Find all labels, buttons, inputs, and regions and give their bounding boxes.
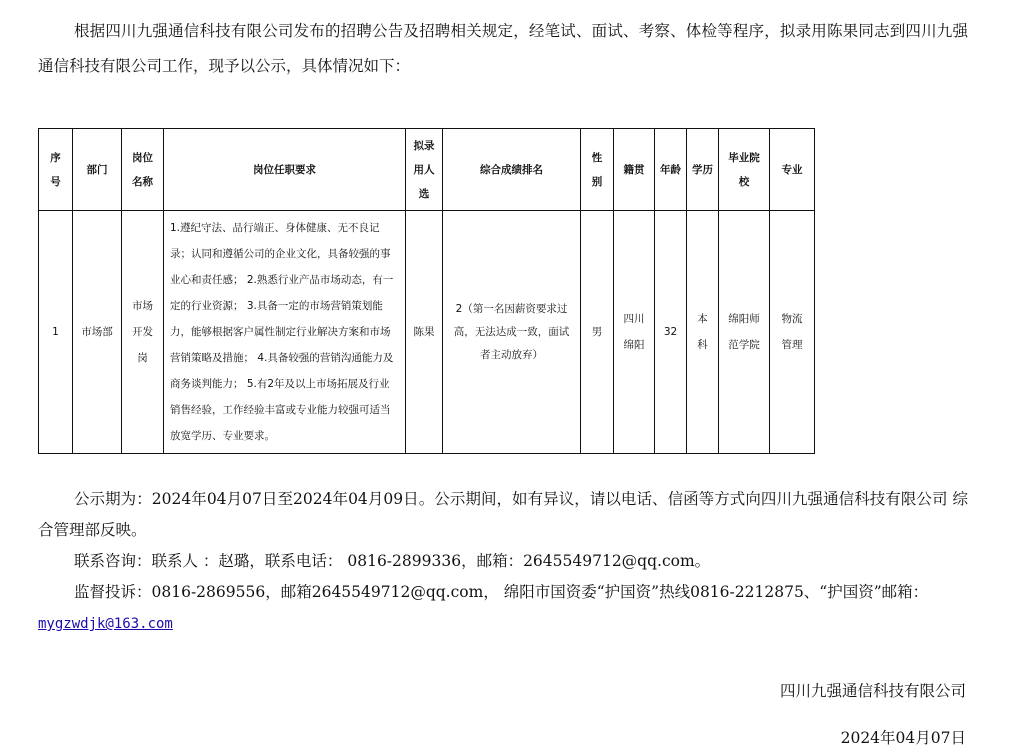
cell-position: 市场开发岗 [122, 211, 164, 454]
cell-gender: 男 [581, 211, 614, 454]
header-age: 年龄 [655, 129, 687, 211]
header-position: 岗位名称 [122, 129, 164, 211]
header-education: 学历 [687, 129, 719, 211]
header-origin: 籍贯 [614, 129, 655, 211]
cell-education: 本科 [687, 211, 719, 454]
header-gender: 性别 [581, 129, 614, 211]
cell-candidate: 陈果 [406, 211, 443, 454]
cell-dept: 市场部 [73, 211, 122, 454]
notice-complaint: 监督投诉：0816-2869556，邮箱2645549712@qq.com， 绵阳市国资委“护国资”热线0816-2212875、“护国资”邮箱： [74, 583, 929, 601]
cell-age: 32 [655, 211, 687, 454]
cell-major: 物流管理 [770, 211, 815, 454]
intro-paragraph: 根据四川九强通信科技有限公司发布的招聘公告及招聘相关规定，经笔试、面试、考察、体检等程序，拟录用陈果同志到四川九强通信科技有限公司工作，现予以公示，具体情况如下： [38, 22, 968, 75]
cell-ranking: 2（第一名因薪资要求过高，无法达成一致，面试者主动放弃） [443, 211, 581, 454]
header-school: 毕业院校 [719, 129, 770, 211]
header-ranking: 综合成绩排名 [443, 129, 581, 211]
signature-date: 2024年04月07日 [840, 729, 966, 747]
table-row [39, 211, 815, 454]
header-major: 专业 [770, 129, 815, 211]
header-index: 序号 [39, 129, 73, 211]
complaint-email-link[interactable]: mygzwdjk@163.com [38, 616, 173, 632]
notice-period: 公示期为：2024年04月07日至2024年04月09日。公示期间，如有异议，请以电话、信函等方式向四川九强通信科技有限公司 综合管理部反映。 [38, 490, 968, 539]
cell-school: 绵阳师范学院 [719, 211, 770, 454]
header-requirements: 岗位任职要求 [164, 129, 406, 211]
cell-requirements: 1.遵纪守法、品行端正、身体健康、无不良记录；认同和遵循公司的企业文化，具备较强的事业心和责任感； 2.熟悉行业产品市场动态，有一定的行业资源； 3.具备一定的市场营销策划能力，能够根据客户属性制定行业解决方案和市场营销策略及措施； 4.具备较强的营销沟通能力及商务谈判能力； 5.有2年及以上市场拓展及行业销售经验，工作经验丰富或专业能力较强可适当放宽学历、专业要求。 [164, 211, 406, 454]
table-header-row [39, 129, 815, 211]
cell-origin: 四川绵阳 [614, 211, 655, 454]
cell-index: 1 [39, 211, 73, 454]
notice-section [38, 484, 968, 640]
header-dept: 部门 [73, 129, 122, 211]
notice-contact: 联系咨询：联系人 ：赵璐，联系电话： 0816-2899336，邮箱：2645549712@qq.com。 [74, 552, 711, 570]
recruitment-table [38, 128, 815, 454]
signature-company: 四川九强通信科技有限公司 [779, 682, 966, 700]
header-candidate: 拟录用人选 [406, 129, 443, 211]
complaint-email-line [38, 608, 968, 640]
